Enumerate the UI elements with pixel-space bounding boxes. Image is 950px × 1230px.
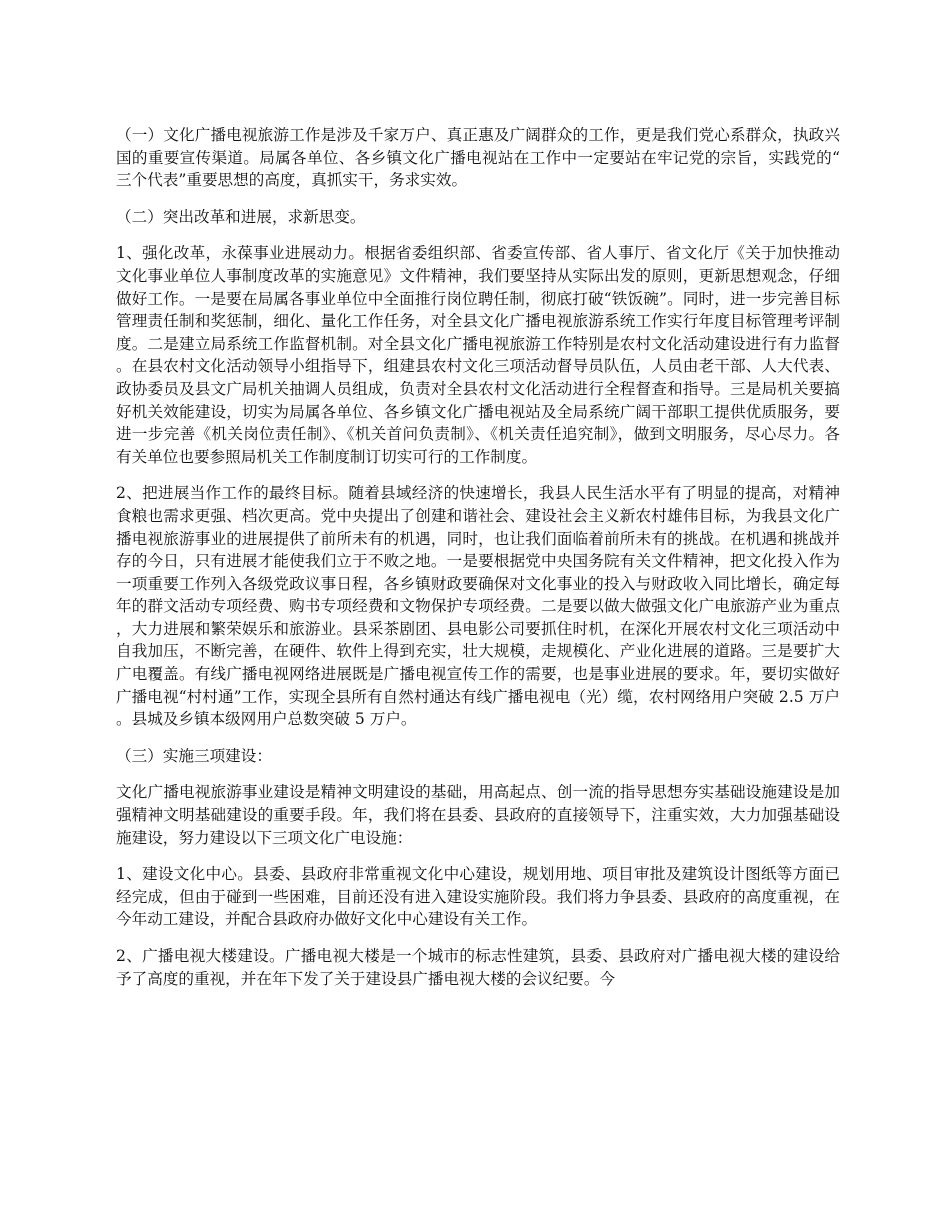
document-body	[116, 124, 840, 1004]
paragraph-development-2: 2、把进展当作工作的最终目标。随着县域经济的快速增长，我县人民生活水平有了明显的提高，对精神食粮也需求更强、档次更高。党中央提出了创建和谐社会、建设社会主义新农村雄伟目标，为我县文化广播电视旅游事业的进展提供了前所未有的机遇，同时，也让我们面临着前所未有的挑战。在机遇和挑战并存的今日，只有进展才能使我们立于不败之地。一是要根据党中央国务院有关文件精神，把文化投入作为一项重要工作列入各级党政议事日程，各乡镇财政要确保对文化事业的投入与财政收入同比增长，确定每年的群文活动专项经费、购书专项经费和文物保护专项经费。二是要以做大做强文化广电旅游产业为重点，大力进展和繁荣娱乐和旅游业。县采茶剧团、县电影公司要抓住时机，在深化开展农村文化三项活动中自我加压，不断完善，在硬件、软件上得到充实，壮大规模，走规模化、产业化进展的道路。三是要扩大广电覆盖。有线广播电视网络进展既是广播电视宣传工作的需要，也是事业进展的要求。年，要切实做好广播电视“村村通”工作，实现全县所有自然村通达有线广播电视电（光）缆，农村网络用户突破 2.5 万户。县城及乡镇本级网用户总数突破 5 万户。	[116, 484, 840, 729]
section-heading-reform: （二）突出改革和进展，求新思变。	[116, 207, 366, 226]
section-heading-construction: （三）实施三项建设：	[116, 746, 272, 765]
paragraph-broadcast-building: 2、广播电视大楼建设。广播电视大楼是一个城市的标志性建筑，县委、县政府对广播电视大楼的建设给予了高度的重视，并在年下发了关于建设县广播电视大楼的会议纪要。今	[116, 947, 840, 988]
paragraph-construction-intro: 文化广播电视旅游事业建设是精神文明建设的基础，用高起点、创一流的指导思想夯实基础设施建设是加强精神文明基础建设的重要手段。年，我们将在县委、县政府的直接领导下，注重实效，大力加强基础设施建设，努力建设以下三项文化广电设施：	[116, 783, 840, 847]
paragraph-culture-center: 1、建设文化中心。县委、县政府非常重视文化中心建设，规划用地、项目审批及建筑设计图纸等方面已经完成，但由于碰到一些困难，目前还没有进入建设实施阶段。我们将力争县委、县政府的高度重视，在今年动工建设，并配合县政府办做好文化中心建设有关工作。	[116, 865, 840, 929]
paragraph-intro: （一）文化广播电视旅游工作是涉及千家万户、真正惠及广阔群众的工作，更是我们党心系群众，执政兴国的重要宣传渠道。局属各单位、各乡镇文化广播电视站在工作中一定要站在牢记党的宗旨，实践党的“三个代表”重要思想的高度，真抓实干，务求实效。	[116, 126, 840, 190]
paragraph-reform-1: 1、强化改革，永葆事业进展动力。根据省委组织部、省委宣传部、省人事厅、省文化厅《关于加快推动文化事业单位人事制度改革的实施意见》文件精神，我们要坚持从实际出发的原则，更新思想观念，仔细做好工作。一是要在局属各事业单位中全面推行岗位聘任制，彻底打破“铁饭碗”。同时，进一步完善目标管理责任制和奖惩制，细化、量化工作任务，对全县文化广播电视旅游系统工作实行年度目标管理考评制度。二是建立局系统工作监督机制。对全县文化广播电视旅游工作特别是农村文化活动建设进行有力监督。在县农村文化活动领导小组指导下，组建县农村文化三项活动督导员队伍，人员由老干部、人大代表、政协委员及县文广局机关抽调人员组成，负责对全县农村文化活动进行全程督查和指导。三是局机关要搞好机关效能建设，切实为局属各单位、各乡镇文化广播电视站及全局系统广阔干部职工提供优质服务，要进一步完善《机关岗位责任制》、《机关首问负责制》、《机关责任追究制》，做到文明服务，尽心尽力。各有关单位也要参照局机关工作制度制订切实可行的工作制度。	[116, 244, 840, 466]
